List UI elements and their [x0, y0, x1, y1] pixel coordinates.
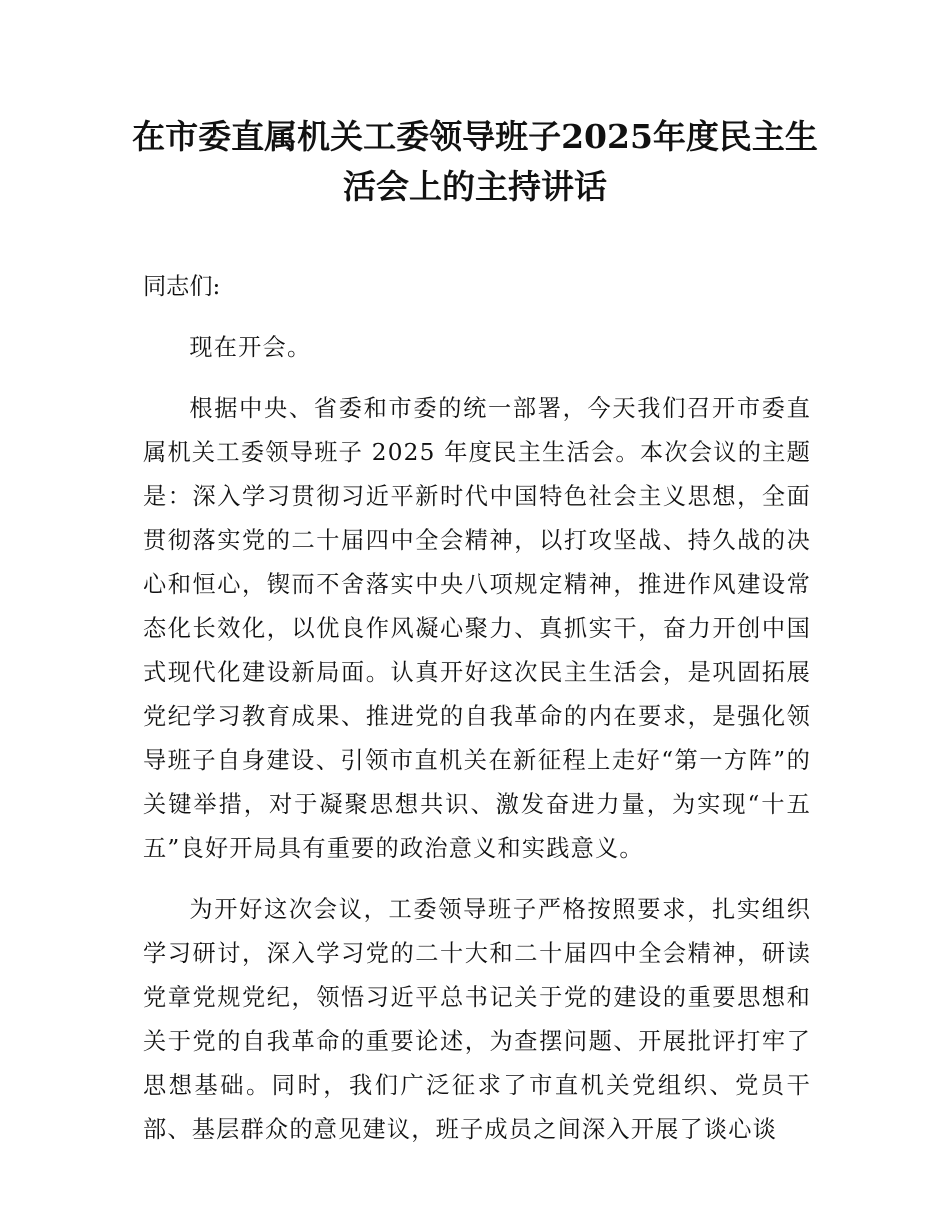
paragraph-opening: 现在开会。: [189, 334, 312, 361]
salutation: 同志们:: [143, 273, 221, 300]
title-line-1: 在市委直属机关工委领导班子2025年度民主生: [132, 117, 818, 156]
paragraph-preparation: 为开好这次会议，工委领导班子严格按照要求，扎实组织学习研讨，深入学习党的二十大和二十届四中全会精神，研读党章党规党纪，领悟习近平总书记关于党的建设的重要思想和关于党的自我革命的重要论述，为查摆问题、开展批评打牢了思想基础。同时，我们广泛征求了市直机关党组织、党员干部、基层群众的意见建议，班子成员之间深入开展了谈心谈: [143, 896, 811, 1143]
document-title: [120, 112, 830, 212]
paragraph-meeting-theme: 根据中央、省委和市委的统一部署，今天我们召开市委直属机关工委领导班子 2025 年度民主生活会。本次会议的主题是：深入学习贯彻习近平新时代中国特色社会主义思想，全面贯彻落实党的二十届四中全会精神，以打攻坚战、持久战的决心和恒心，锲而不舍落实中央八项规定精神，推进作风建设常态化长效化，以优良作风凝心聚力、真抓实干，奋力开创中国式现代化建设新局面。认真开好这次民主生活会，是巩固拓展党纪学习教育成果、推进党的自我革命的内在要求，是强化领导班子自身建设、引领市直机关在新征程上走好“第一方阵”的关键举措，对于凝聚思想共识、激发奋进力量，为实现“十五五”良好开局具有重要的政治意义和实践意义。: [143, 395, 811, 862]
title-line-2: 活会上的主持讲话: [343, 167, 607, 206]
document-body: [143, 265, 811, 1169]
